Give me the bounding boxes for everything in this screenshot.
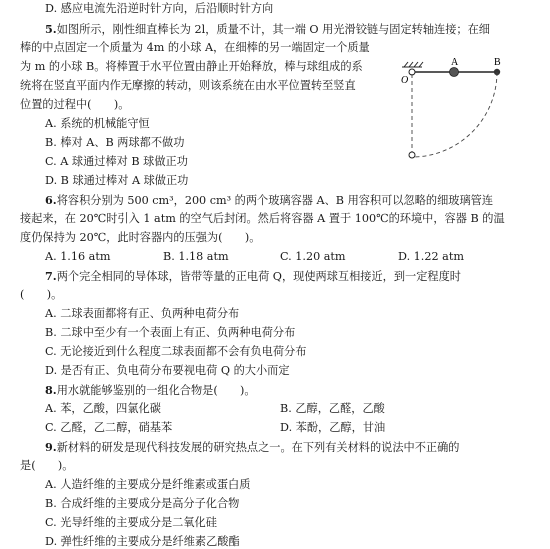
label-a: A xyxy=(451,57,459,68)
q5-option-d: D. B 球通过棒对 A 球做正功 xyxy=(45,174,189,187)
q5-line-1 xyxy=(45,22,490,37)
q6-line-3: 度仍保持为 20℃，此时容器内的压强为( )。 xyxy=(20,231,261,244)
q8-line-1-text: 用水就能够鉴别的一组化合物是( )。 xyxy=(56,384,256,397)
q8-option-d: D. 苯酚，乙醇，甘油 xyxy=(280,421,386,434)
q7-number: 7. xyxy=(45,269,57,283)
rod-pendulum-figure xyxy=(400,52,512,162)
q8-option-c: C. 乙醛，乙二醇，硝基苯 xyxy=(45,421,173,434)
q5-option-c: C. A 球通过棒对 B 球做正功 xyxy=(45,155,188,168)
q5-option-b: B. 棒对 A、B 两球都不做功 xyxy=(45,136,185,149)
q7-option-a: A. 二球表面都将有正、负两种电荷分布 xyxy=(45,307,240,320)
q5-number: 5. xyxy=(45,22,57,36)
q9-number: 9. xyxy=(45,440,57,454)
q7-option-b: B. 二球中至少有一个表面上有正、负两种电荷分布 xyxy=(45,326,296,339)
q9-option-c: C. 光导纤维的主要成分是二氧化硅 xyxy=(45,516,217,529)
q6-line-1 xyxy=(45,193,493,208)
q8-number: 8. xyxy=(45,383,57,397)
q9-option-d: D. 弹性纤维的主要成分是纤维素乙酸酯 xyxy=(45,535,240,548)
q6-number: 6. xyxy=(45,193,57,207)
q5-line-5: 位置的过程中( )。 xyxy=(20,98,130,111)
q6-line-2: 接起来，在 20℃时引入 1 atm 的空气后封闭。然后将容器 A 置于 100℃的环境中，容器 B 的温 xyxy=(20,212,505,225)
q6-option-b: B. 1.18 atm xyxy=(163,250,229,263)
q9-line-2: 是( )。 xyxy=(20,459,74,472)
q7-line-1 xyxy=(45,269,461,284)
q4-option-d: D. 感应电流先沿逆时针方向，后沿顺时针方向 xyxy=(45,2,274,15)
q5-line-2: 棒的中点固定一个质量为 4m 的小球 A，在细棒的另一端固定一个质量 xyxy=(20,41,370,54)
q9-line-1 xyxy=(45,440,459,455)
q6-option-c: C. 1.20 atm xyxy=(280,250,346,263)
q6-option-d: D. 1.22 atm xyxy=(398,250,464,263)
q6-option-a: A. 1.16 atm xyxy=(45,250,111,263)
swing-arc xyxy=(412,72,497,157)
q5-line-1-text: 如图所示，刚性细直棒长为 2l，质量不计，其一端 O 用光滑铰链与固定转轴连接；在细 xyxy=(56,23,490,36)
label-o: O xyxy=(401,75,409,86)
ball-b-lowest xyxy=(409,152,415,158)
q7-option-c: C. 无论接近到什么程度二球表面都不会有负电荷分布 xyxy=(45,345,307,358)
q5-line-3: 为 m 的小球 B。将棒置于水平位置由静止开始释放，棒与球组成的系 xyxy=(20,60,363,73)
q9-option-b: B. 合成纤维的主要成分是高分子化合物 xyxy=(45,497,240,510)
pivot-support xyxy=(402,62,423,67)
label-b: B xyxy=(494,57,501,68)
q8-option-b: B. 乙醇，乙醛，乙酸 xyxy=(280,402,385,415)
q9-option-a: A. 人造纤维的主要成分是纤维素或蛋白质 xyxy=(45,478,251,491)
q8-option-a: A. 苯，乙酸，四氯化碳 xyxy=(45,402,161,415)
q9-line-1-text: 新材料的研发是现代科技发展的研究热点之一。在下列有关材料的说法中不正确的 xyxy=(56,441,460,454)
q8-line-1 xyxy=(45,383,256,398)
ball-a xyxy=(450,68,459,77)
q5-option-a: A. 系统的机械能守恒 xyxy=(45,117,150,130)
q5-line-4: 统将在竖直平面内作无摩擦的转动，则该系统在由水平位置转至竖直 xyxy=(20,79,356,92)
q7-line-2: ( )。 xyxy=(20,288,63,301)
q7-line-1-text: 两个完全相同的导体球，皆带等量的正电荷 Q，现使两球互相接近，到一定程度时 xyxy=(56,270,461,283)
q6-line-1-text: 将容积分别为 500 cm³，200 cm³ 的两个玻璃容器 A、B 用容积可以忽略的细玻璃管连 xyxy=(56,194,494,207)
q7-option-d: D. 是否有正、负电荷分布要视电荷 Q 的大小而定 xyxy=(45,364,290,377)
